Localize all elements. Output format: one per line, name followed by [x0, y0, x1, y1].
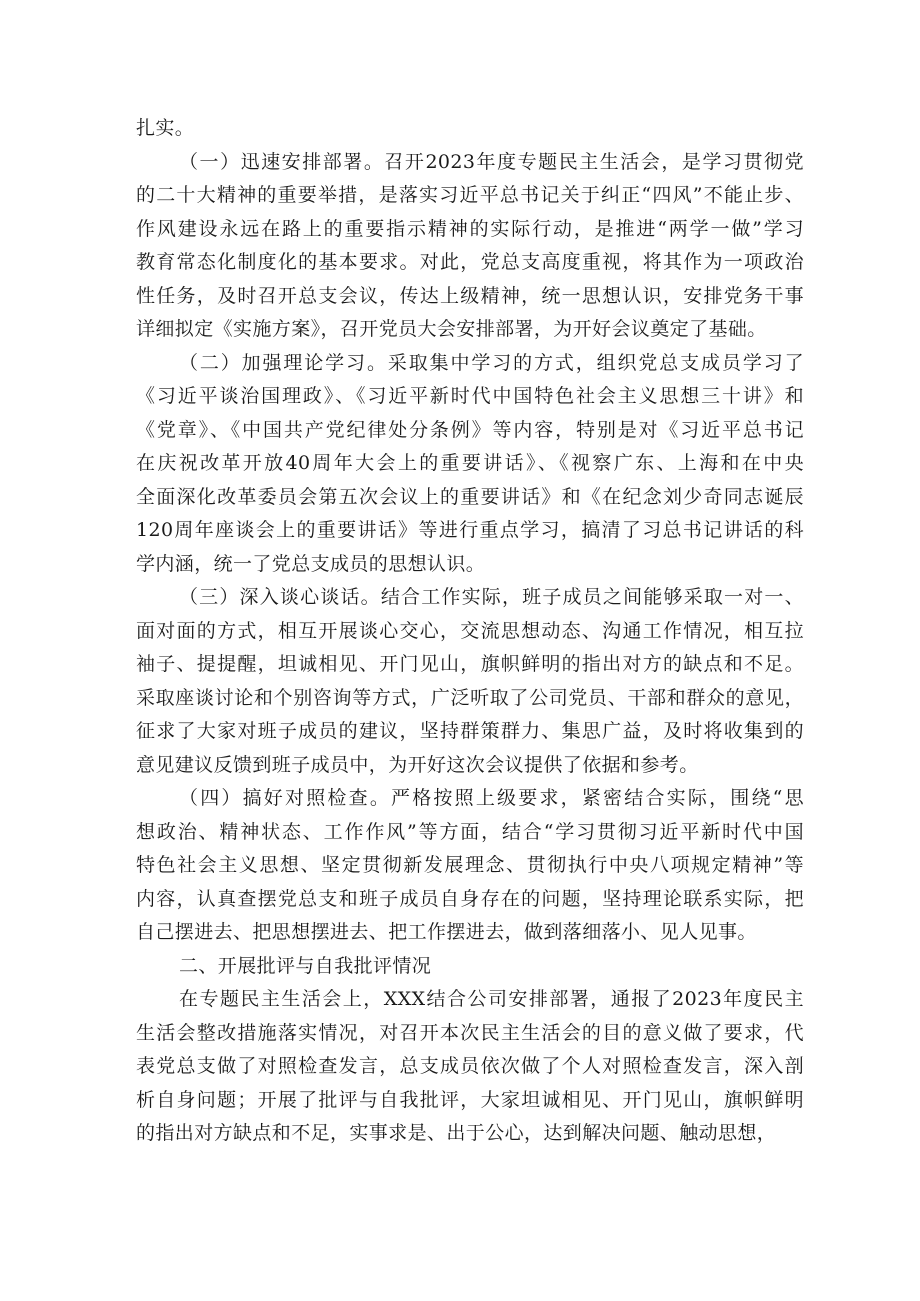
text-line: （四）搞好对照检查。严格按照上级要求，紧密结合实际，围绕“思: [179, 787, 804, 809]
text-line: 特色社会主义思想、坚定贯彻新发展理念、贯彻执行中央八项规定精神”等: [136, 854, 804, 876]
text-line: 采取座谈讨论和个别咨询等方式，广泛听取了公司党员、干部和群众的意见，: [136, 686, 804, 709]
text-line: 《党章》、《中国共产党纪律处分条例》等内容，特别是对《习近平总书记: [136, 418, 804, 441]
text-line: 120周年座谈会上的重要讲话》等进行重点学习，搞清了习总书记讲话的科: [136, 519, 804, 541]
heading-part-2: [136, 950, 804, 984]
text-line: 详细拟定《实施方案》，召开党员大会安排部署，为开好会议奠定了基础。: [136, 318, 767, 340]
text-line: 内容，认真查摆党总支和班子成员自身存在的问题，坚持理论联系实际，把: [136, 887, 804, 910]
text-line: 析自身问题；开展了批评与自我批评，大家坦诚相见、开门见山，旗帜鲜明: [136, 1088, 804, 1111]
para-section-3: [136, 581, 804, 782]
text-line: 意见建议反馈到班子成员中，为开好这次会议提供了依据和参考。: [136, 753, 699, 776]
text-line: （二）加强理论学习。采取集中学习的方式，组织党总支成员学习了: [179, 351, 804, 374]
text-line: 全面深化改革委员会第五次会议上的重要讲话》和《在纪念刘少奇同志诞辰: [136, 485, 804, 508]
text-line: 扎实。: [136, 117, 195, 139]
text-line: 作风建设永远在路上的重要指示精神的实际行动，是推进“两学一做”学习: [136, 217, 804, 240]
para-section-2: [136, 347, 804, 582]
text-line: 生活会整改措施落实情况，对召开本次民主生活会的目的意义做了要求，代: [136, 1021, 804, 1044]
text-line: 想政治、精神状态、工作作风”等方面，结合“学习贯彻习近平新时代中国: [136, 820, 804, 843]
text-line: 二、开展批评与自我批评情况: [179, 954, 432, 977]
text-line: 教育常态化制度化的基本要求。对此，党总支高度重视，将其作为一项政治: [136, 251, 804, 273]
text-line: 性任务，及时召开总支会议，传达上级精神，统一思想认识，安排党务干事: [136, 284, 804, 307]
para-section-4: [136, 782, 804, 950]
para-continuation: [136, 112, 804, 146]
text-line: 征求了大家对班子成员的建议，坚持群策群力、集思广益，及时将收集到的: [136, 720, 804, 742]
text-line: 表党总支做了对照检查发言，总支成员依次做了个人对照检查发言，深入剖: [136, 1055, 804, 1077]
para-part-2: [136, 983, 804, 1151]
text-line: （一）迅速安排部署。召开2023年度专题民主生活会，是学习贯彻党: [179, 150, 804, 173]
text-line: 学内涵，统一了党总支成员的思想认识。: [136, 552, 486, 575]
text-line: 在庆祝改革开放40周年大会上的重要讲话》、《视察广东、上海和在中央: [136, 452, 804, 474]
text-line: 在专题民主生活会上，XXX结合公司安排部署，通报了2023年度民主: [179, 988, 804, 1010]
text-line: 的指出对方缺点和不足，实事求是、出于公心，达到解决问题、触动思想，: [136, 1122, 777, 1144]
text-line: 《习近平谈治国理政》、《习近平新时代中国特色社会主义思想三十讲》和: [136, 385, 804, 407]
text-line: 的二十大精神的重要举措，是落实习近平总书记关于纠正“四风”不能止步、: [136, 184, 804, 206]
text-line: 袖子、提提醒，坦诚相见、开门见山，旗帜鲜明的指出对方的缺点和不足。: [136, 653, 804, 675]
para-section-1: [136, 146, 804, 347]
text-line: （三）深入谈心谈话。结合工作实际，班子成员之间能够采取一对一、: [179, 586, 804, 608]
text-line: 面对面的方式，相互开展谈心交心，交流思想动态、沟通工作情况，相互拉: [136, 619, 804, 642]
text-line: 自己摆进去、把思想摆进去、把工作摆进去，做到落细落小、见人见事。: [136, 921, 757, 943]
document-page: [136, 112, 804, 1151]
